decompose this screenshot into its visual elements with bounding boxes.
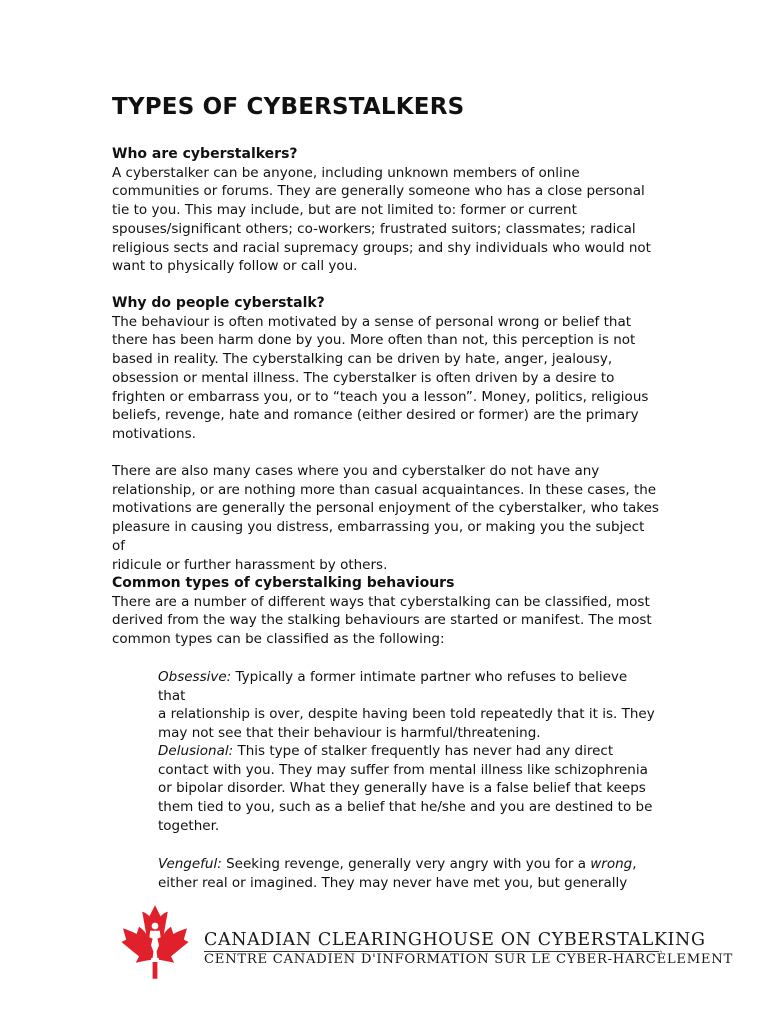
org-name-french: CENTRE CANADIEN D'INFORMATION SUR LE CYBER-HARCÈLEMENT	[204, 952, 733, 967]
type-term-delusional: Delusional:	[158, 743, 234, 759]
maple-leaf-icon	[112, 902, 198, 982]
type-vengeful	[158, 855, 658, 892]
footer-logo	[112, 900, 733, 980]
section-body-why: The behaviour is often motivated by a sense of personal wrong or belief that there has been harm done by you. More often than not, this perception is not based in reality. The cyberstalking can be driven by hate, anger, jealousy, obsession or mental illness. The cyberstalker is often driven by a desire to frighten or embarrass you, or to “teach you a lesson”. Money, politics, religious beliefs, revenge, hate and romance (either desired or former) are the primary motivations.	[112, 313, 649, 442]
type-desc-vengeful-a: Seeking revenge, generally very angry with you for a	[221, 856, 591, 872]
section-body-who: A cyberstalker can be anyone, including unknown members of online communities or forums. They are generally someone who has a close personal tie to you. This may include, but are not limited to: former or current spouses/significant others; co-workers; frustrated suitors; classmates; radical religious sects and racial supremacy groups; and shy individuals who would not want to physically follow or call you.	[112, 164, 651, 275]
section-heading-common-types: Common types of cyberstalking behaviours	[112, 575, 455, 591]
section-body-common-types: There are a number of different ways that cyberstalking can be classified, most derived from the way the stalking behaviours are started or manifest. The most common types can be classified as the following:	[112, 593, 652, 648]
section-heading-who: Who are cyberstalkers?	[112, 146, 298, 162]
org-name-english: CANADIAN CLEARINGHOUSE ON CYBERSTALKING	[204, 930, 706, 950]
type-term-obsessive: Obsessive:	[158, 669, 232, 685]
section-body-why-2: There are also many cases where you and cyberstalker do not have any relationship, or are nothing more than casual acquaintances. In these cases, the motivations are generally the personal enjoyment of the cyberstalker, who takes pleasure in causing you distress, embarrassing you, or making you the subject of ridicule or further harassment by others.	[112, 463, 659, 573]
section-common-types	[112, 574, 660, 649]
type-desc-delusional: This type of stalker frequently has never had any direct contact with you. They may suffer from mental illness like schizophrenia or bipolar disorder. What they generally have is a false belief that keeps them tied to you, such as a belief that he/she and you are destined to be together.	[158, 743, 653, 834]
section-why	[112, 294, 660, 444]
type-term-vengeful: Vengeful:	[158, 856, 222, 872]
section-who	[112, 145, 660, 276]
section-why-continued	[112, 462, 660, 574]
type-desc-vengeful-wrong: wrong	[590, 856, 633, 872]
type-obsessive-text	[158, 668, 658, 743]
type-delusional-text	[158, 742, 658, 836]
type-delusional	[158, 742, 658, 836]
document-title: TYPES OF CYBERSTALKERS	[112, 94, 465, 120]
type-vengeful-text	[158, 855, 658, 892]
section-heading-why: Why do people cyberstalk?	[112, 295, 325, 311]
type-obsessive	[158, 668, 658, 743]
type-desc-obsessive: Typically a former intimate partner who refuses to believe that a relationship is over, despite having been told repeatedly that it is. They may not see that their behaviour is harmful/threatening.	[158, 669, 655, 742]
type-desc-vengeful-b: , either real or imagined. They may never have met you, but generally	[158, 856, 637, 891]
